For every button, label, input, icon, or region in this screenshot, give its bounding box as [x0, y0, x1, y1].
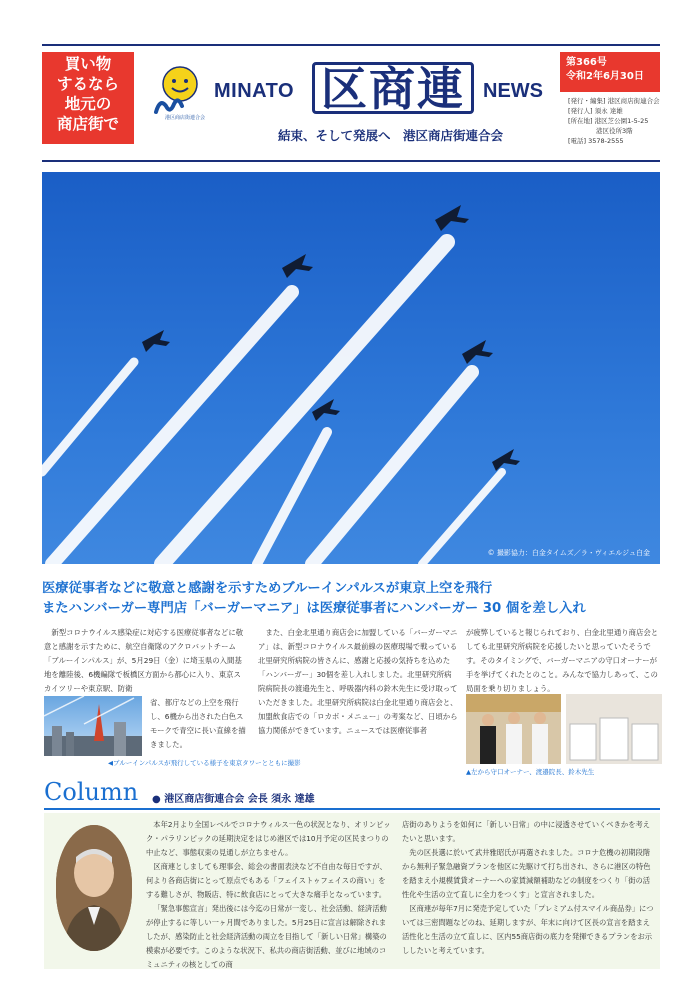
publisher-info — [568, 96, 664, 146]
portrait-illustration — [56, 825, 132, 951]
article-paragraph: が疲弊していると報じられており、白金北里通り商店会としても北里研究所病院を応援したいと思っていたそうです。そのタイミングで、バーガーマニアの守口オーナーが手を挙げてくれたとのこと。みんなで協力しあって、この局面を乗り切りましょう。 — [466, 628, 659, 693]
bags-illustration — [566, 694, 662, 764]
info-line: [所在地] 港区芝公園1-5-25 — [568, 117, 649, 125]
top-rule — [42, 44, 660, 46]
slogan-line: 商店街で — [56, 115, 119, 133]
column-text-right — [402, 818, 656, 958]
column-paragraph: 店街のありようを如何に「新しい日常」の中に浸透させていくべきかを考えたいと思います。 — [402, 820, 651, 843]
jet-4-icon — [312, 399, 340, 421]
slogan-line: するなら — [56, 75, 119, 93]
skyline-illustration — [44, 696, 142, 756]
people-illustration — [466, 694, 561, 764]
issue-box — [560, 52, 660, 92]
jet-1-icon — [142, 330, 170, 352]
issue-number: 第366号 — [566, 57, 607, 68]
info-line: [電話] 3578-2555 — [568, 137, 624, 145]
issue-date: 令和2年6月30日 — [566, 71, 644, 82]
jets-smoke-illustration — [42, 172, 660, 564]
column-title: Column — [44, 778, 139, 806]
column-rule — [44, 808, 660, 810]
header-bottom-rule — [42, 160, 660, 162]
headline-line-1: 医療従事者などに敬意と感謝を示すためブルーインパルスが東京上空を飛行 — [42, 581, 493, 596]
column-paragraph: 「緊急事態宣言」発出後には今迄の日常が一変し、社会活動、経済活動が停止するに等しい一ヶ月間でありました。5月25日に宣言は解除されましたが、感染防止と社会経済活動の両立を目指して「新しい日常」構築の模索が必要です。このような状況下、私共の商店街活動、並びに地域のコミュニティの核としての商 — [146, 904, 387, 969]
tokyo-tower-photo — [44, 696, 142, 756]
photo-caption-tower: ◀ブルーインパルスが飛行している様子を東京タワーとともに撮影 — [108, 759, 301, 767]
jet-5-icon — [462, 340, 493, 364]
author-portrait — [56, 825, 132, 951]
slogan-line: 地元の — [64, 95, 112, 113]
headline-line-2: またハンバーガー専門店「バーガーマニア」は医療従事者にハンバーガー 30 個を差し入れ — [42, 601, 586, 616]
article-col3 — [466, 626, 662, 696]
info-line: 港区役所3階 — [596, 127, 633, 135]
masthead-title: 区商連 — [321, 62, 465, 116]
logo-caption: 港区商店街連合会 — [165, 115, 206, 121]
article-col2 — [258, 626, 458, 738]
column-paragraph: 先の区長選に於いて武井雅昭氏が再選されました。コロナ危機の初期段階から無利子緊急融資プランを他区に先駆けて打ち出され、さらに港区の特色を踏まえ小規模賃貸オーナーへの家賃減額補助などの制度をつくり「街の活性化や生活の立て直しに全力をつくす」と宣言されました。 — [402, 848, 651, 899]
column-paragraph: 本年2月より全国レベルでコロナウィルス一色の状況となり、オリンピック・パラリンピックの延期決定をはじめ港区では10月予定の区民まつりの中止など、事態収束の見通しが立ちません。 — [146, 820, 391, 857]
slogan-line: 買い物 — [64, 55, 112, 73]
photo-caption-people: ▲左から守口オーナー、渡邉院長、鈴木先生 — [466, 768, 595, 776]
column-paragraph: 区商連が毎年7月に発売予定していた「プレミアム付スマイル商品券」については三密問題などのね、延期しますが、年末に向けて区長の宣言を踏まえ活性化と生活の立て直しに、区内55商店街の底力を発揮できるプランをお示ししたいと考えています。 — [402, 904, 654, 955]
burger-bags-photo — [566, 694, 662, 764]
jet-2-icon — [282, 254, 313, 278]
column-author: ● 港区商店街連合会 会長 須永 達雄 — [152, 794, 315, 805]
masthead-news: NEWS — [483, 80, 543, 102]
people-photo — [466, 694, 561, 764]
article-paragraph: 新型コロナウイルス感染症に対応する医療従事者などに敬意と感謝を示すために、航空自衛隊のアクロバットチーム「ブルーインパルス」が、5月29日（金）に埼玉県の入間基地を離陸後、6機編隊で板橋区方面から都心に入り、東京スカイツリーや東京駅、防衛 — [44, 628, 244, 693]
photo-credit: © 撮影協力：白金タイムズ／ラ・ヴィエルジュ白金 — [487, 549, 650, 557]
info-line: [発行・編集] 港区商店街連合会 — [568, 97, 660, 105]
tagline: 結束、そして発展へ 港区商店街連合会 — [278, 128, 504, 143]
slogan-box — [42, 52, 134, 144]
article-col1-bottom — [150, 696, 248, 752]
jet-6-icon — [492, 449, 520, 471]
article-paragraph: 省、都庁などの上空を飛行し、6機から出された白色スモークで青空に長い直線を描きました。 — [150, 698, 246, 749]
column-text-left — [146, 818, 392, 972]
jet-3-icon — [435, 205, 469, 231]
masthead-minato: MINATO — [214, 80, 295, 102]
smiley-logo-icon — [148, 62, 208, 122]
column-paragraph: 区商連としましても理事会、総会の書面表決など不自由な毎日ですが、何より各商店街にとって原点でもある「フェイストゥフェイスの商い」をする難しさが、物販店、特に飲食店にとって大きな痛手となっています。 — [146, 862, 387, 899]
article-paragraph: また、白金北里通り商店会に加盟している「バーガーマニア」は、新型コロナウイルス最前線の医療現場で戦っている北里研究所病院の皆さんに、感謝と応援の気持ちを込めた「ハンバーガー」30個を差し入れしました。北里研究所病院病院長の渡邉先生と、呼吸器内科の鈴木先生に受け取っていただきました。北里研究所病院は白金北里通り商店会と、加盟飲食店での「ロカボ・メニュー」の考案など、日頃から協力関係ができています。ニュースでは医療従事者 — [258, 628, 458, 735]
blue-impulse-photo — [42, 172, 660, 564]
article-col1-top — [44, 626, 248, 696]
info-line: [発行人] 須永 達雄 — [568, 107, 623, 115]
